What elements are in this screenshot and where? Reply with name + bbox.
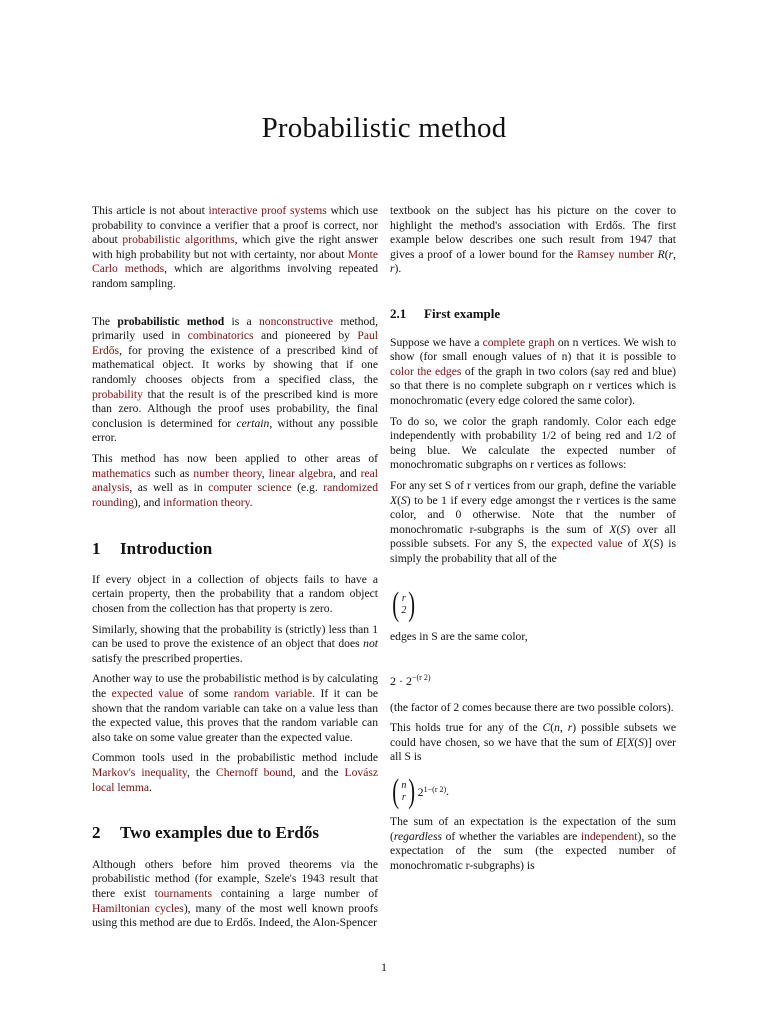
link-interactive-proof-systems[interactable]: interactive proof systems (208, 204, 327, 217)
link-expected-value-2[interactable]: expected value (551, 537, 623, 551)
link-number-theory[interactable]: number theory (193, 466, 262, 480)
link-markovs-inequality[interactable]: Markov's inequality (92, 766, 187, 779)
introduction-paragraph-2: Similarly, showing that the probability is (strictly) less than 1 can be used to prove the existence of an object that does not satisfy the prescribed properties. (92, 622, 378, 665)
link-combinatorics[interactable]: combinatorics (187, 329, 254, 343)
first-example-paragraph-2: To do so, we color the graph randomly. Color each edge independently with probability 1/2 of being red and 1/2 of being blue. We calculate the expected number of monochromatic subgraphs on r vertices as follows: (390, 414, 676, 472)
link-paul-erdos[interactable]: Paul Erdős (92, 329, 378, 357)
introduction-paragraph-3: Another way to use the probabilistic method is by calculating the expected value of some random variable. If it can be shown that the random variable can take on a value less than the expected value, this proves that the random variable can also take on some value greater than the expected value. (92, 672, 379, 744)
introduction-paragraph-4: Common tools used in the probabilistic method include Markov's inequality, the Chernoff bound, and the Lovász local lemma. (92, 751, 378, 794)
link-lovasz-local-lemma[interactable]: Lovász local lemma (92, 766, 378, 794)
formula-binomial-n-r: ( n r ) 2 1−(r 2) . (392, 773, 450, 811)
link-nonconstructive[interactable]: nonconstructive (258, 314, 334, 328)
subsection-heading-first-example: 2.1 First example (390, 305, 501, 321)
link-ramsey-number[interactable]: Ramsey number (577, 247, 654, 261)
link-real-analysis[interactable]: real analysis (92, 466, 379, 495)
first-example-paragraph-1: Suppose we have a complete graph on n vertices. We wish to show (for small enough values of n) that it is possible to color the edges of the graph in two colors (say red and blue) so that there is no complete subgraph on r vertices which is monochromatic (every edge colored the same color). (390, 335, 676, 407)
link-random-variable[interactable]: random variable (233, 687, 313, 701)
introduction-paragraph-1: If every object in a collection of objects fails to have a certain property, then the probability that a random object chosen from the collection has that property is zero. (92, 572, 378, 616)
link-computer-science[interactable]: computer science (208, 481, 292, 495)
link-probabilistic-algorithms[interactable]: probabilistic algorithms (122, 233, 235, 247)
link-tournaments[interactable]: tournaments (154, 886, 212, 900)
applications-paragraph: This method has now been applied to other areas of mathematics such as number theory, linear algebra, and real analysis, as well as in computer science (e.g. randomized rounding), and information theory. (92, 451, 379, 509)
formula-binomial-r-2: ( r 2 ) (392, 586, 416, 624)
link-linear-algebra[interactable]: linear algebra (268, 466, 334, 480)
section-heading-introduction: 1 Introduction (92, 539, 213, 559)
link-independent[interactable]: independent (580, 829, 638, 843)
two-examples-paragraph: Although others before him proved theorems via the probabilistic method (for example, Szele's 1943 result that there exist tournaments containing a large number of Hamiltonian cycles), many of the most well known proofs using this method are due to Erdős. Indeed, the Alon-Spencer (92, 857, 378, 930)
right-column (390, 204, 676, 873)
first-example-paragraph-5: (the factor of 2 comes because there are two possible colors). (390, 700, 674, 714)
link-randomized-rounding[interactable]: randomized rounding (92, 481, 378, 509)
first-example-paragraph-7: The sum of an expectation is the expectation of the sum (regardless of whether the variables are independent), so the expectation of the sum (the expected number of monochromatic r-subgraphs) is (390, 815, 677, 872)
link-information-theory[interactable]: information theory (163, 495, 250, 509)
disambiguation-note: This article is not about interactive proof systems which use probability to convince a verifier that a proof is correct, nor about probabilistic algorithms, which give the right answer with high probability but not with certainty, nor about Monte Carlo methods, which are algorithms involving repeated random sampling. (92, 204, 378, 290)
page-title: Probabilistic method (261, 112, 507, 144)
link-probability[interactable]: probability (92, 387, 143, 401)
link-color-the-edges[interactable]: color the edges (390, 364, 462, 378)
two-examples-paragraph-continued: textbook on the subject has his picture on the cover to highlight the method's association with Erdős. The first example below describes one such result from 1947 that gives a proof of a lower bound for the Ramsey number R(r, r). (390, 204, 677, 276)
first-example-paragraph-3: For any set S of r vertices from our graph, define the variable X(S) to be 1 if every edge amongst the r vertices is the same color, and 0 otherwise. Note that the number of monochromatic r-subgraphs is the sum of X(S) over all possible subsets. For any S, the expected value of X(S) is simply the probability that all of the (390, 478, 676, 565)
link-complete-graph[interactable]: complete graph (482, 335, 555, 349)
section-heading-two-examples: 2 Two examples due to Erdős (92, 823, 319, 843)
first-example-paragraph-6: This holds true for any of the C(n, r) possible subsets we could have chosen, so we have that the sum of E[X(S)] over all S is (390, 721, 677, 764)
link-monte-carlo-methods[interactable]: Monte Carlo methods (92, 247, 378, 276)
continuation-block (390, 204, 676, 277)
intro-paragraph: The probabilistic method is a nonconstructive method, primarily used in combinatorics and pioneered by Paul Erdős, for proving the existence of a prescribed kind of mathematical object. It works by showing that if one randomly chooses objects from a specified class, the probability that the result is of the prescribed kind is more than zero. Although the proof uses probability, the final conclusion is determined for certain, without any possible error. (92, 314, 378, 445)
formula-two-power: $2 \cdot 2^{-(r 2)}$ (390, 673, 431, 689)
link-hamiltonian-cycles[interactable]: Hamiltonian cycles (92, 901, 184, 915)
page-number: 1 (381, 960, 387, 974)
link-mathematics[interactable]: mathematics (92, 466, 151, 480)
link-expected-value[interactable]: expected value (111, 687, 184, 701)
left-column (92, 204, 378, 931)
first-example-paragraph-4: edges in S are the same color, (390, 630, 528, 644)
link-chernoff-bound[interactable]: Chernoff bound (216, 766, 293, 779)
